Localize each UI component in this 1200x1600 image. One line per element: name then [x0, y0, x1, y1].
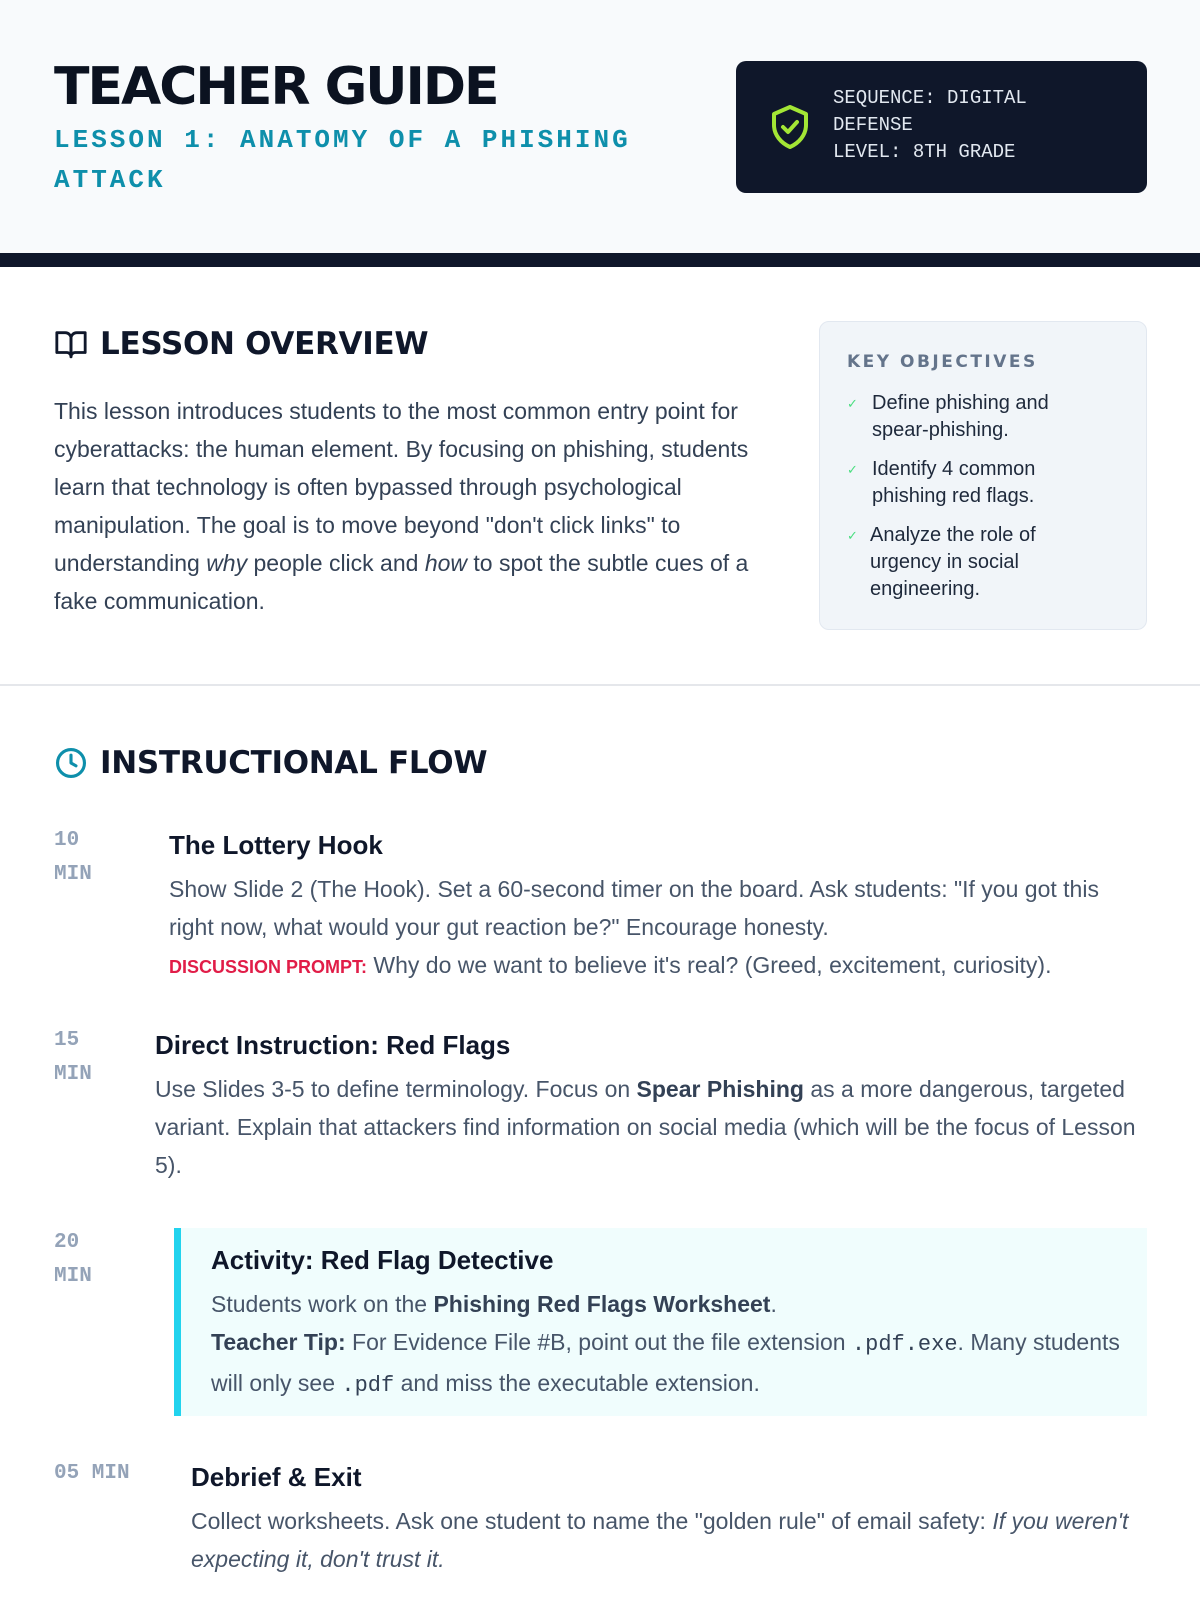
golden-rule-text: If you weren't expecting it, don't trust it. — [191, 1508, 1129, 1572]
duration-number: 20 — [54, 1231, 80, 1254]
lesson-subtitle: LESSON 1: ANATOMY OF A PHISHING ATTACK — [54, 125, 631, 195]
flow-heading-text: INSTRUCTIONAL FLOW — [100, 745, 488, 781]
flow-heading — [54, 745, 487, 781]
objective-item — [847, 390, 1077, 444]
grade-level: LEVEL: 8TH GRADE — [833, 141, 1016, 163]
step-lottery-hook — [169, 828, 1147, 986]
overview-paragraph — [54, 392, 774, 620]
step-body-text: Students work on the — [211, 1291, 434, 1317]
check-icon: ✓ — [847, 396, 858, 411]
spear-phishing-term: Spear Phishing — [636, 1076, 804, 1102]
step-body — [211, 1285, 1121, 1405]
discussion-prompt-label: DISCUSSION PROMPT: — [169, 957, 368, 977]
teacher-tip-label: Teacher Tip: — [211, 1329, 346, 1355]
overview-how: how — [424, 550, 468, 576]
duration-unit: MIN — [54, 1265, 92, 1288]
step-duration — [54, 1226, 92, 1294]
shield-check-icon — [766, 103, 814, 151]
objective-text: Identify 4 common phishing red flags. — [872, 458, 1036, 507]
key-objectives-card — [819, 321, 1147, 630]
duration-number: 15 — [54, 1029, 80, 1052]
file-extension-code: .pdf — [341, 1373, 395, 1398]
step-body — [155, 1070, 1147, 1184]
duration-number: 10 — [54, 829, 80, 852]
file-extension-code: .pdf.exe — [851, 1332, 958, 1357]
step-title: Debrief & Exit — [191, 1462, 362, 1492]
sequence-card — [736, 61, 1147, 193]
header-divider — [0, 253, 1200, 267]
tip-text: For Evidence File #B, point out the file extension — [345, 1329, 852, 1355]
objective-item — [847, 456, 1077, 510]
step-title: Direct Instruction: Red Flags — [155, 1030, 511, 1060]
step-body-text: as a more dangerous, targeted variant. Explain that attackers find information on social media (which will be the focus of Lesson 5). — [155, 1076, 1136, 1178]
step-debrief-exit — [191, 1460, 1151, 1578]
book-open-icon — [54, 327, 88, 361]
section-divider — [0, 684, 1200, 686]
step-duration — [54, 1024, 92, 1092]
discussion-prompt-text: Why do we want to believe it's real? (Greed, excitement, curiosity). — [367, 952, 1052, 978]
overview-heading — [54, 326, 428, 362]
overview-text-3: to spot the subtle cues of a fake communication. — [54, 550, 749, 614]
objectives-heading: KEY OBJECTIVES — [847, 352, 1038, 372]
sequence-line-2: DEFENSE — [833, 114, 913, 136]
step-red-flag-detective — [211, 1243, 1121, 1405]
tip-text: . Many students will only see — [211, 1329, 1120, 1396]
clock-icon — [54, 746, 88, 780]
step-duration: 05 MIN — [54, 1462, 130, 1485]
step-direct-instruction — [155, 1028, 1147, 1184]
step-body-text: Use Slides 3-5 to define terminology. Focus on — [155, 1076, 637, 1102]
step-body-text: . — [770, 1291, 777, 1317]
overview-heading-text: LESSON OVERVIEW — [100, 326, 429, 362]
objective-text: Define phishing and spear-phishing. — [872, 392, 1049, 441]
step-title: The Lottery Hook — [169, 830, 383, 860]
check-icon: ✓ — [847, 462, 858, 477]
step-body-text: Show Slide 2 (The Hook). Set a 60-second timer on the board. Ask students: "If you got this right now, what would your gut reaction be?" Encourage honesty. — [169, 876, 1099, 940]
header — [0, 0, 1200, 253]
overview-text-2: people click and — [247, 550, 425, 576]
duration-unit: MIN — [54, 863, 92, 886]
sequence-line-1: SEQUENCE: DIGITAL — [833, 87, 1027, 109]
step-title: Activity: Red Flag Detective — [211, 1245, 554, 1275]
objective-text: Analyze the role of urgency in social engineering. — [870, 524, 1036, 600]
worksheet-name: Phishing Red Flags Worksheet — [433, 1291, 771, 1317]
step-body — [169, 870, 1147, 986]
overview-text-1: This lesson introduces students to the most common entry point for cyberattacks: the human element. By focusing on phishing, students learn that technology is often bypassed through psychological manipulation. The goal is to move beyond "don't click links" to understanding — [54, 398, 749, 576]
tip-text: and miss the executable extension. — [394, 1370, 760, 1396]
duration-unit: MIN — [54, 1063, 92, 1086]
page-title: TEACHER GUIDE — [54, 57, 498, 117]
step-body-text: Collect worksheets. Ask one student to name the "golden rule" of email safety: — [191, 1508, 993, 1534]
check-icon: ✓ — [847, 528, 858, 543]
step-body — [191, 1502, 1151, 1578]
objective-item — [847, 522, 1069, 603]
activity-callout — [174, 1228, 1147, 1416]
step-duration — [54, 824, 92, 892]
sequence-info — [833, 85, 1133, 166]
overview-why: why — [206, 550, 248, 576]
